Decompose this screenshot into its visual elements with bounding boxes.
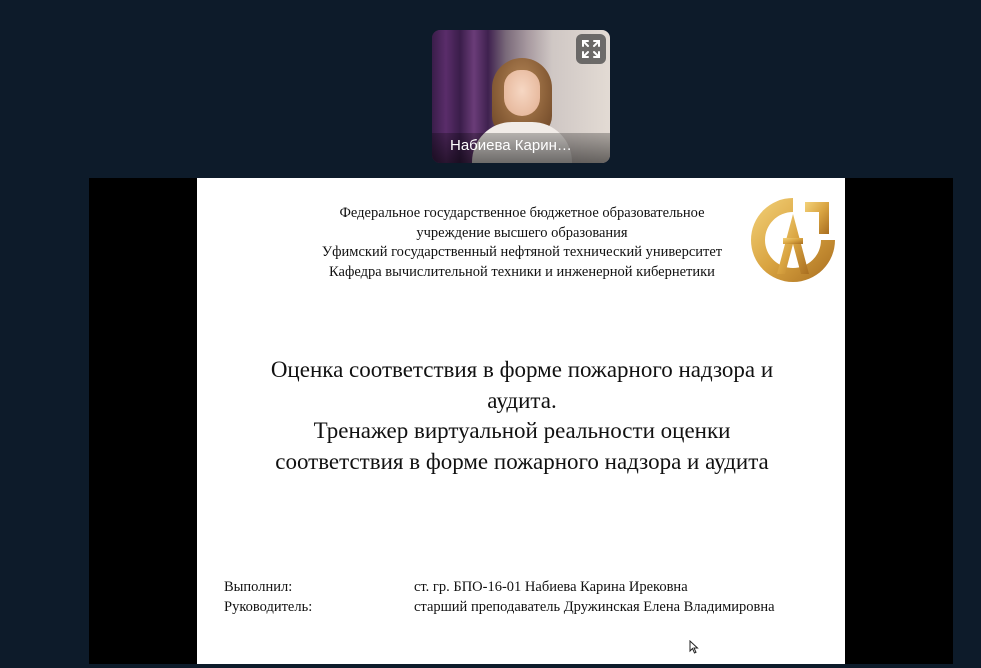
participant-face — [504, 70, 540, 116]
participant-video-tile[interactable] — [432, 30, 610, 163]
expand-button[interactable] — [576, 34, 606, 64]
credit-row-author — [224, 578, 844, 598]
credit-label: Выполнил: — [224, 579, 293, 595]
university-logo — [747, 194, 839, 286]
participant-name: Набиева Карин… — [432, 133, 610, 163]
credit-label: Руководитель: — [224, 598, 313, 615]
header-line: Кафедра вычислительной техники и инженерной кибернетики — [329, 263, 715, 280]
title-line: Тренажер виртуальной реальности оценки — [313, 418, 731, 443]
credit-value: старший преподаватель Дружинская Елена Владимировна — [414, 598, 775, 615]
presentation-slide — [197, 178, 845, 664]
mouse-cursor-icon — [689, 640, 699, 654]
credit-row-supervisor — [224, 598, 844, 618]
screen-share-area[interactable] — [89, 178, 953, 664]
header-line: Уфимский государственный нефтяной технический университет — [321, 244, 723, 260]
expand-icon — [580, 38, 602, 60]
title-line: Оценка соответствия в форме пожарного надзора и — [270, 357, 774, 382]
header-line: учреждение высшего образования — [416, 224, 628, 241]
credit-value: ст. гр. БПО-16-01 Набиева Карина Ирековна — [414, 579, 688, 595]
slide-title — [207, 355, 837, 477]
slide-credits — [224, 578, 844, 617]
header-line: Федеральное государственное бюджетное образовательное — [339, 205, 705, 221]
title-line: соответствия в форме пожарного надзора и аудита — [275, 448, 769, 474]
title-line: аудита. — [487, 387, 557, 413]
